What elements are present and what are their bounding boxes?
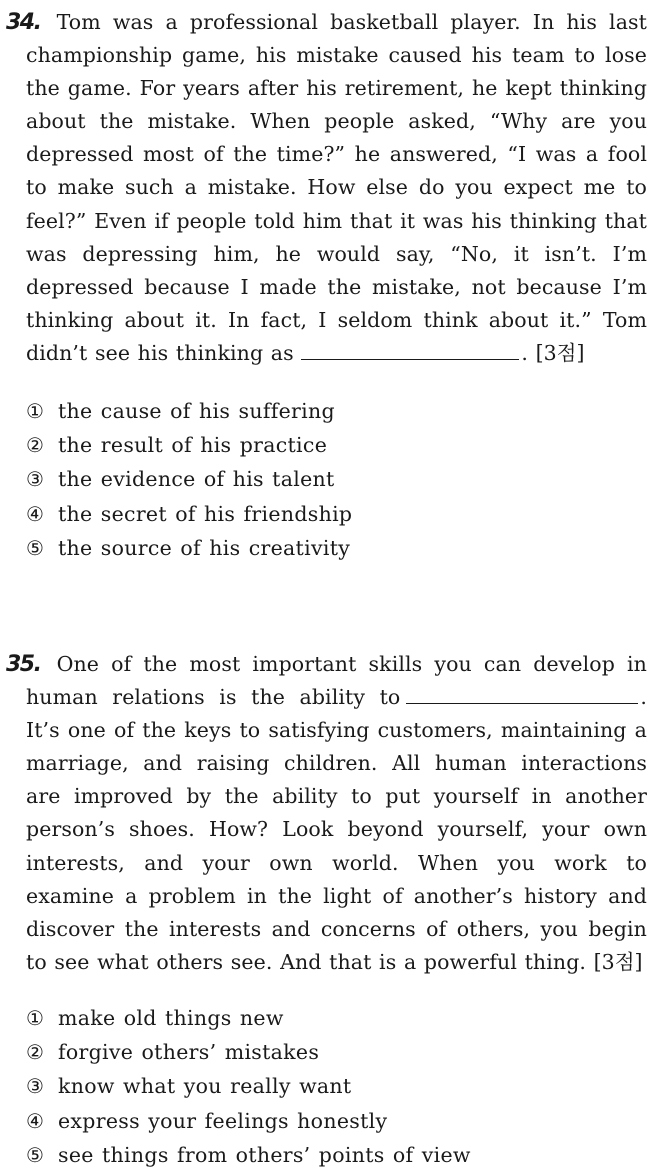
question-34 xyxy=(0,0,665,565)
option-marker: ⑤ xyxy=(26,1142,45,1167)
option-text: see things from others’ points of view xyxy=(58,1142,471,1167)
option-marker: ④ xyxy=(26,501,45,526)
question-34-option-5[interactable] xyxy=(26,531,665,565)
question-34-option-2[interactable] xyxy=(26,428,665,462)
option-text: the secret of his friendship xyxy=(58,501,353,526)
option-marker: ④ xyxy=(26,1108,45,1133)
question-35-answer-blank xyxy=(406,702,638,704)
question-34-answer-blank xyxy=(301,358,519,360)
question-34-passage xyxy=(0,0,665,370)
question-35-options xyxy=(0,1001,665,1172)
question-35-passage xyxy=(0,642,665,979)
option-marker: ③ xyxy=(26,1074,45,1099)
question-35-option-1[interactable] xyxy=(26,1001,665,1035)
option-marker: ⑤ xyxy=(26,535,45,560)
question-35-option-2[interactable] xyxy=(26,1035,665,1069)
option-marker: ② xyxy=(26,433,45,458)
option-text: the evidence of his talent xyxy=(58,467,335,492)
question-35-option-4[interactable] xyxy=(26,1104,665,1138)
option-text: the source of his creativity xyxy=(58,535,351,560)
option-marker: ② xyxy=(26,1040,45,1065)
option-text: know what you really want xyxy=(58,1074,352,1099)
question-35 xyxy=(0,642,665,1172)
question-35-points-tag: [3점] xyxy=(593,949,643,974)
question-34-points-tag: [3점] xyxy=(535,340,585,365)
question-35-option-5[interactable] xyxy=(26,1138,665,1172)
question-35-number: 35. xyxy=(6,652,41,677)
question-34-text-before-blank: Tom was a professional basketball player. In his last championship game, his mistake caused his team to lose the game. For years after his retirement, he kept thinking about the mistake. When people asked, “Why are you depressed most of the time?” he answered, “I was a fool to make such a mistake. How else do you expect me to feel?” Even if people told him that it was his thinking that was depressing him, he would say, “No, it isn’t. I’m depressed because I made the mistake, not because I’m thinking about it. In fact, I seldom think about it.” Tom didn’t see his thinking as xyxy=(26,10,647,365)
question-35-text-after-blank: . It’s one of the keys to satisfying customers, maintaining a marriage, and raising children. All human interactions are improved by the ability to put yourself in another person’s shoes. How? Look beyond yourself, your own interests, and your own world. When you work to examine a problem in the light of another’s history and discover the interests and concerns of others, you begin to see what others see. And that is a powerful thing. xyxy=(26,685,647,974)
option-text: forgive others’ mistakes xyxy=(58,1040,320,1065)
option-text: the cause of his suffering xyxy=(58,399,335,424)
question-34-text-after-blank: . xyxy=(521,340,528,365)
option-marker: ① xyxy=(26,399,45,424)
option-text: express your feelings honestly xyxy=(58,1108,388,1133)
question-34-options xyxy=(0,394,665,565)
question-35-option-3[interactable] xyxy=(26,1069,665,1103)
question-34-option-1[interactable] xyxy=(26,394,665,428)
question-35-text-before-blank: One of the most important skills you can develop in human relations is the ability to xyxy=(26,652,647,710)
option-marker: ③ xyxy=(26,467,45,492)
question-34-option-4[interactable] xyxy=(26,497,665,531)
question-34-option-3[interactable] xyxy=(26,462,665,496)
option-text: the result of his practice xyxy=(58,433,328,458)
option-text: make old things new xyxy=(58,1005,284,1030)
option-marker: ① xyxy=(26,1005,45,1030)
question-34-number: 34. xyxy=(6,10,41,35)
